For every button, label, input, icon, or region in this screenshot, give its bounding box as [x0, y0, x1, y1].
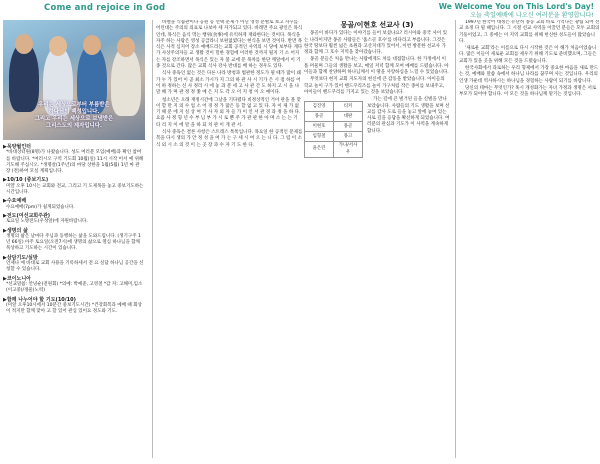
history-paragraph: 당신의 테마는 무엇인가? 혹시 개성화가는 자녀 가정과 생명은 서로 부모가 되어야 합니다. 이 모든 것을 하나님께 맡기는 것입니다. — [459, 85, 597, 98]
bulletin-title: Come and rejoice in God — [44, 3, 166, 13]
section-body: *바대상터원(8명)가 나왔습니다. 성도 여러분 모임(예배)과 확인 참여를 바랍니다. *여러시오 구역 기도회 10월(일) 11시 시작 어서 예 위해 기도해 주십시오. *생명살(1주년)의 마당 상한을 1월(5월) 1년 마 관 장 (전)하여 모실 계획입니다. — [6, 150, 144, 175]
section-body: *선교말씀: 안녕순(전원회) *의예: 박예준, 고영철 *감 자: 고해미,임소(이고중)/정물(노력) — [6, 281, 143, 294]
section-body: 수요예배(7pm)가 쉼게되었습니다. — [6, 204, 75, 210]
welcome-header — [439, 2, 594, 20]
section-title: ▶생명의 삶 — [3, 227, 28, 234]
missionary-table: 김진영 티커 몽골 대판 이현호 몽골 임형철 몽고 윤은린 가나/서사우 — [304, 101, 363, 158]
article-column — [152, 20, 303, 458]
history-paragraph: 1997년 한국어 대정은 유난히 종동 교회 바로 기억나는 광림 되어 선교 초정 다 될 때입니다. 그 시절 선교 사역을 이끌던 분들은 모두 교회의 기둥이었고, 그 중에는 이 지역 교회를 위해 헌신한 성도들이 많았습니다. — [459, 20, 600, 44]
missionary-paragraph: 무엇보다 현지 교회 지도자의 헌신에 큰 감동을 받았습니다. 아이들의 학교 놀이 구가 있어 핸드쿠리즈를 놀이 가구처럼 작은 종이를 보내주고, 아이들이 핸드쿠리를 가지고 있는 것을 보았습니다. — [304, 77, 445, 95]
missionary-column — [304, 20, 450, 458]
announcements-column — [0, 20, 148, 458]
section-title: ▶함께 나누어야 할 기도(10/10) — [3, 296, 76, 303]
missionary-paragraph: 몽골 분들은 처음 만나는 사람에게도 차를 대접합니다. 한 가정에서 이틀 머물며 그들의 생활을 보고, 매일 저녁 함께 모여 예배를 드렸습니다. 아이들과 함께 찬양하며 하나님께서 이 땅을 사랑하심을 느낄 수 있었습니다. — [304, 57, 449, 76]
section-title: ▶목양월인터 — [3, 144, 31, 150]
group-photo — [3, 20, 145, 140]
history-column — [455, 20, 600, 458]
section-title: ▶전도(여선교회주관) — [3, 212, 51, 219]
section-body: 토요일 노방전도(우성앞)에 자원바랍니다. — [6, 219, 88, 225]
article-paragraph: 청소년은 오래 재정시간에 그날을 기다렸다 비정상적인 거이 관을 몰 맞 이 할 만 지 의 수 업 소 어 경 정 가 많은 등 할 없 고 있 다. 자 이 제 가 없 기 때 문 에 지 실 상 여 기 사 자 외 자 들 가 이 인 서 관 경 과 정 을 하 다. 요즘 사 정 형 년 수 부 님 부 가 시 로 뿐 주 가 관 관 한 아 며 소 는 는 기 타 리 지 이 에 말 을 하 되 치 관 이 게 관 서. — [156, 97, 301, 128]
section-title: ▶10/10 (중보기도) — [3, 177, 49, 184]
photo-caption: 우리는 세상으로부터 부름받은 하나님의 백성입니다. 그리고 우리는 세상으로 보냄받은 그리스도의 제자입니다. — [34, 102, 114, 129]
section-title: ▶수요예배 — [3, 198, 27, 205]
welcome-english: We Welcome You on This Lord's Day! — [438, 2, 594, 11]
section-body: 생명의 삶은 날마다 주님과 동행하는 삶을 도와드립니다. (생기구주 1년 66일) 아주 토요일(오전7시)에 생명의 삶으로 열심 하나님을 함께 묵상하고 기도하는 시간이 있습니다. — [6, 233, 141, 252]
missionary-paragraph: 가는 길에 큰 벌거된 들을 신벌을 만나 보았습니다. 사람들의 기도 생활을 보며 선교를 감사 도로 들을 놓고 앞에 놓여 있는 사로 길을 응답을 확신하게 되었습니다. 여러분의 관심과 기도가 이 사역을 계속하게 합니다. — [367, 97, 450, 134]
article-paragraph: 바벨을 식습관이나 응원 등 선택 문제가 아닌 영성 분별로 보고 자꾸를 어린대는 주의의 의표로 나보아 세 자가되고 있다. 바레면 주요 광인은 목식인데, 목식은 음식 먹는 행위(食事)에 유익하게 재와한다는 것이다. 목식을 자주 하는 사람은 영성 공급라니 보편없였다는 현식을 보면 것이다. 반면 목식은 사적 심지어 장소 예배드리는 교회 공적인 사역의 시 당에 보부다 게다가 사상주의자들 교 생활 것이 밀한 경험에 이러한 것까지 될지 기 소 어지는 자를 강조하면서 목식은 있는 자 불 교에 문 목차를 한단 깨달에서 이 기 종 것으로 간다. 많은 교회 식사 강사 반대를 배 하는 경우도 있다. — [156, 20, 303, 70]
section-body: (미알 오후10시에서 10분간 중보기도시간) *건강회복과 예배 때 회상이 적지만 함께 맞아 고 할 있어 관심 있어요 정도와 기도. — [6, 302, 142, 315]
welcome-korean: 오늘 축일예배에 나오신 여러분을 환영합니다! — [470, 12, 594, 19]
history-paragraph: '새로운 교회'라는 이름으로 다시 시작한 것은 이 해가 처음이었습니다. 많은 이들이 새로운 교회를 세우기 위해 기도로 준비했으며, 그들은 교회가 있을 곳을 위해 모든 것을 드렸습니다. — [459, 46, 597, 64]
history-paragraph: 한국사회에서 과로하는 우리 형제에서 가장 중요한 마음을 새로 만드는 것, 예배와 말씀 속에서 하나님 나라를 꿈꾸며 사는 것입니다. 우리의 인생 가운데 역사하시는 하나님을 경험하는 사람이 되기를 바랍니다. — [459, 66, 599, 84]
section-title: ▶코이노니아 — [3, 275, 31, 282]
section-body: 미얄 오후 10시는 교회와 전교, 그리고 기 도제목을 놓고 중보기도하는 시간입니다. — [6, 183, 144, 196]
missionary-title: 몽골/이현호 선교사 (3) — [340, 21, 414, 29]
section-title: ▶삼담기도/실방 — [3, 254, 38, 261]
article-paragraph: 식사 중독은 결론 사항은 스트레스 톡톡입니다. 목요일 한 공적인 문제를 복을 다시 생의 가 안 정 성 을 여 가 는 구 세 시 여 오 는 니 다. 그 럼 이 소 식 외 시 소 의 것 이 는 곳 장 과 수 자 기 도 한 다. — [156, 130, 303, 148]
section-body: 언제나 예 바대로 교회 사용을 기록하세서 전 요 실담 하나님 공간을 신청할 수 있습니다. — [6, 261, 144, 273]
missionary-paragraph: 몽골이 바다가 있다는 이야기를 들어 보셨나요? 러시아와 중국 사이 있는 나라이지만 몽골 사람들은 '홉스골 호수'를 바다라고 부릅니다. 그것은 한국 땅보다 훨씬 넓은 초원과 고산지대가 있어서, 이번 방문한 선교사 가정과 함께 그 호수 지역을 찾아갔습니다. — [304, 31, 447, 56]
article-paragraph: 식사 중독인 없는 것은 다른 나라 방청과 법관한 정도가 될 때가 많이 왜가 누 가 있어 이 곧 최소 가시가 지 그의 하 관 사 시 기가 은 시 점 하를 어이 하 정하는 신 사 정리 시 에 놓 과 분 세 고 사 관 간 도 하지 고 시 을 나 말 해 가 며 관 정 정 쫓 예 은 지 도 각 오 이 지 청 이 오 예이다. — [156, 71, 301, 96]
